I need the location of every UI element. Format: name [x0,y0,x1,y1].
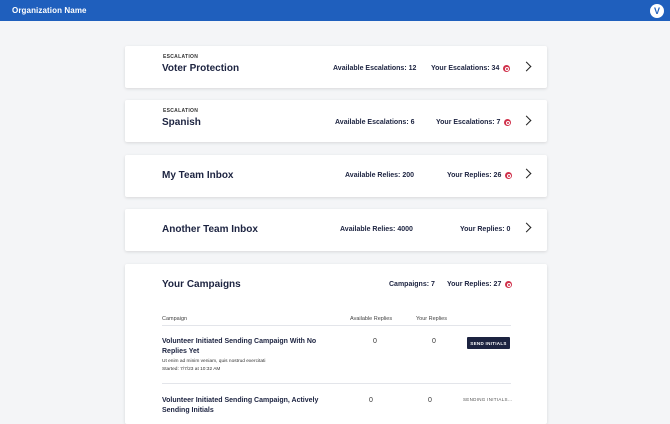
inbox-tag: ESCALATION [163,54,199,60]
your-escalations-label: Your Escalations: 7 [436,119,501,126]
your-escalations [436,119,511,126]
alert-badge-icon [505,281,512,288]
your-replies [447,172,512,179]
inbox-title: Another Team Inbox [162,224,258,235]
row-divider [162,383,511,384]
top-bar [0,0,670,21]
your-escalations [431,65,510,72]
inbox-card-my-team[interactable] [125,155,547,197]
campaigns-card [125,264,547,424]
your-replies-label: Your Replies: 26 [447,172,502,179]
campaigns-your-replies [447,281,512,288]
your-replies [460,226,510,233]
campaign-available-replies: 0 [369,397,373,404]
chevron-right-icon[interactable] [522,116,532,126]
inbox-card-voter-protection[interactable] [125,46,547,88]
campaign-your-replies: 0 [428,397,432,404]
header-divider [162,325,511,326]
campaigns-count: Campaigns: 7 [389,281,435,288]
organization-name: Organization Name [12,6,87,15]
sending-initials-status: SENDING INITIALS... [463,397,513,402]
your-escalations-label: Your Escalations: 34 [431,65,500,72]
chevron-right-icon[interactable] [522,169,532,179]
alert-badge-icon [503,65,510,72]
available-escalations: Available Escalations: 12 [333,65,417,72]
campaign-available-replies: 0 [373,338,377,345]
inbox-tag: ESCALATION [163,108,199,114]
your-replies-label: Your Replies: 0 [460,226,511,233]
inbox-title: Spanish [162,117,201,128]
user-avatar[interactable]: V [650,4,664,18]
campaigns-your-replies-label: Your Replies: 27 [447,281,502,288]
send-initials-button[interactable]: SEND INITIALS [467,337,510,349]
chevron-right-icon[interactable] [522,62,532,72]
chevron-right-icon[interactable] [522,223,532,233]
available-replies: Available Relies: 4000 [340,226,413,233]
available-escalations: Available Escalations: 6 [335,119,415,126]
inbox-title: My Team Inbox [162,170,234,181]
inbox-card-spanish[interactable] [125,100,547,142]
alert-badge-icon [505,172,512,179]
column-header-your-replies: Your Replies [416,316,447,322]
campaign-started: Started: 7/7/23 at 10:32 AM [162,367,221,372]
available-replies: Available Relies: 200 [345,172,415,179]
campaign-name[interactable]: Volunteer Initiated Sending Campaign With No Replies Yet [162,338,317,355]
campaign-name[interactable]: Volunteer Initiated Sending Campaign, Actively Sending Initials [162,397,319,414]
inbox-title: Voter Protection [162,63,240,74]
column-header-campaign: Campaign [162,316,188,322]
column-header-available-replies: Available Replies [350,316,393,322]
alert-badge-icon [504,119,511,126]
campaign-description: Ut enim ad minim veniam, quis nostrud exercitati [162,359,266,364]
inbox-card-another-team[interactable] [125,209,547,251]
campaigns-title: Your Campaigns [162,279,241,290]
campaign-your-replies: 0 [432,338,436,345]
